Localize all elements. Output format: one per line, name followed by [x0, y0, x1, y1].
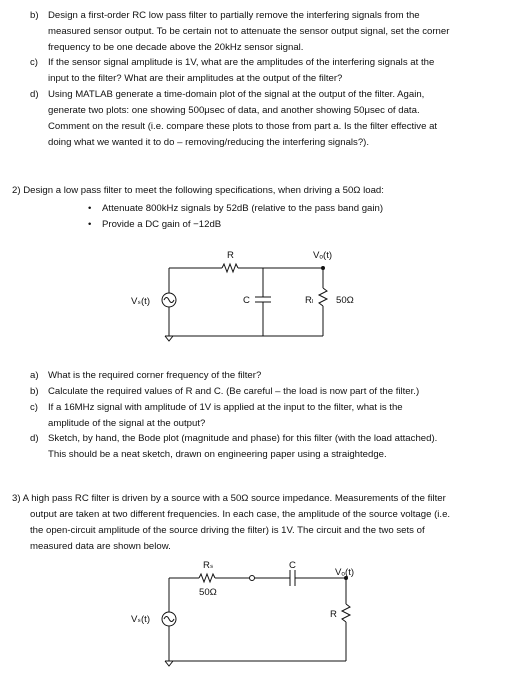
q1-part-b-line-1: Design a first-order RC low pass filter to partially remove the interfering signals from the: [48, 10, 420, 21]
q3-circuit-rs-value: 50Ω: [199, 587, 217, 598]
q3-circuit-vs-label: Vₛ(t): [131, 614, 151, 625]
q2-part-a-label: a): [30, 370, 39, 381]
q2-part-c-line-1: If a 16MHz signal with amplitude of 1V is applied at the input to the filter, what is the: [48, 402, 403, 413]
q2-circuit-c-label: C: [243, 295, 250, 306]
q1-part-b-line-3: frequency to be one decade above the 20kHz sensor signal.: [48, 42, 304, 53]
q3-line-3: the open-circuit amplitude of the source driving the filter) is 1V. The circuit and the two sets of: [30, 525, 425, 536]
q2-circuit-vs-label: Vₛ(t): [131, 296, 151, 307]
q1-part-d-line-2: generate two plots: one showing 500μsec of data, and another showing 50μsec of data.: [48, 105, 420, 116]
q2-part-d-line-2: This should be a neat sketch, drawn on engineering paper using a straightedge.: [48, 449, 387, 460]
q3-line-4: measured data are shown below.: [30, 541, 171, 552]
q2-circuit-vo-label: Vₒ(t): [313, 250, 333, 261]
q3-circuit-rs-label: Rₛ: [203, 560, 214, 571]
q1-part-b-line-2: measured sensor output. To be certain not to attenuate the sensor output signal, set the corner: [48, 26, 450, 37]
q1-part-c-line-1: If the sensor signal amplitude is 1V, what are the amplitudes of the interfering signals at the: [48, 57, 435, 68]
q1-part-d-line-1: Using MATLAB generate a time-domain plot of the signal at the output of the filter. Again,: [48, 89, 425, 100]
bullet-dot-icon: •: [88, 219, 92, 230]
q2-part-c-line-2: amplitude of the signal at the output?: [48, 418, 206, 429]
q2-intro: 2) Design a low pass filter to meet the following specifications, when driving a 50Ω load:: [12, 185, 384, 196]
q2-part-a-line-1: What is the required corner frequency of the filter?: [48, 370, 262, 381]
q2-part-b-line-1: Calculate the required values of R and C. (Be careful – the load is now part of the filter.): [48, 386, 420, 397]
q3-circuit-c-label: C: [289, 560, 296, 571]
q3-line-2: output are taken at two different frequencies. In each case, the amplitude of the source voltage (i.e.: [30, 509, 451, 520]
q3-line-1: 3) A high pass RC filter is driven by a source with a 50Ω source impedance. Measurements of the filter: [12, 493, 446, 504]
q1-part-d-line-3: Comment on the result (i.e. compare these plots to those from part a. Is the filter effective at: [48, 121, 438, 132]
q1-part-c-label: c): [30, 57, 38, 68]
q1-part-c-line-2: input to the filter? What are their amplitudes at the output of the filter?: [48, 73, 343, 84]
q2-part-b-label: b): [30, 386, 39, 397]
q2-circuit-r-label: R: [227, 250, 234, 261]
q3-circuit-vo-label: Vₒ(t): [335, 567, 355, 578]
q2-circuit-rl-label: Rₗ: [305, 295, 314, 306]
q1-part-b-label: b): [30, 10, 39, 21]
q1-part-d-line-4: doing what we wanted it to do – removing/reducing the interfering signals?).: [48, 137, 370, 148]
bullet-dot-icon: •: [88, 203, 92, 214]
q1-part-d-label: d): [30, 89, 39, 100]
q2-bullet-2-text: Provide a DC gain of −12dB: [102, 219, 222, 230]
q3-circuit-r-label: R: [330, 609, 337, 620]
q2-bullet-1-text: Attenuate 800kHz signals by 52dB (relative to the pass band gain): [102, 203, 384, 214]
q2-part-d-line-1: Sketch, by hand, the Bode plot (magnitude and phase) for this filter (with the load attached).: [48, 433, 438, 444]
q2-part-c-label: c): [30, 402, 38, 413]
q2-part-d-label: d): [30, 433, 39, 444]
q2-circuit-rl-value: 50Ω: [336, 295, 354, 306]
